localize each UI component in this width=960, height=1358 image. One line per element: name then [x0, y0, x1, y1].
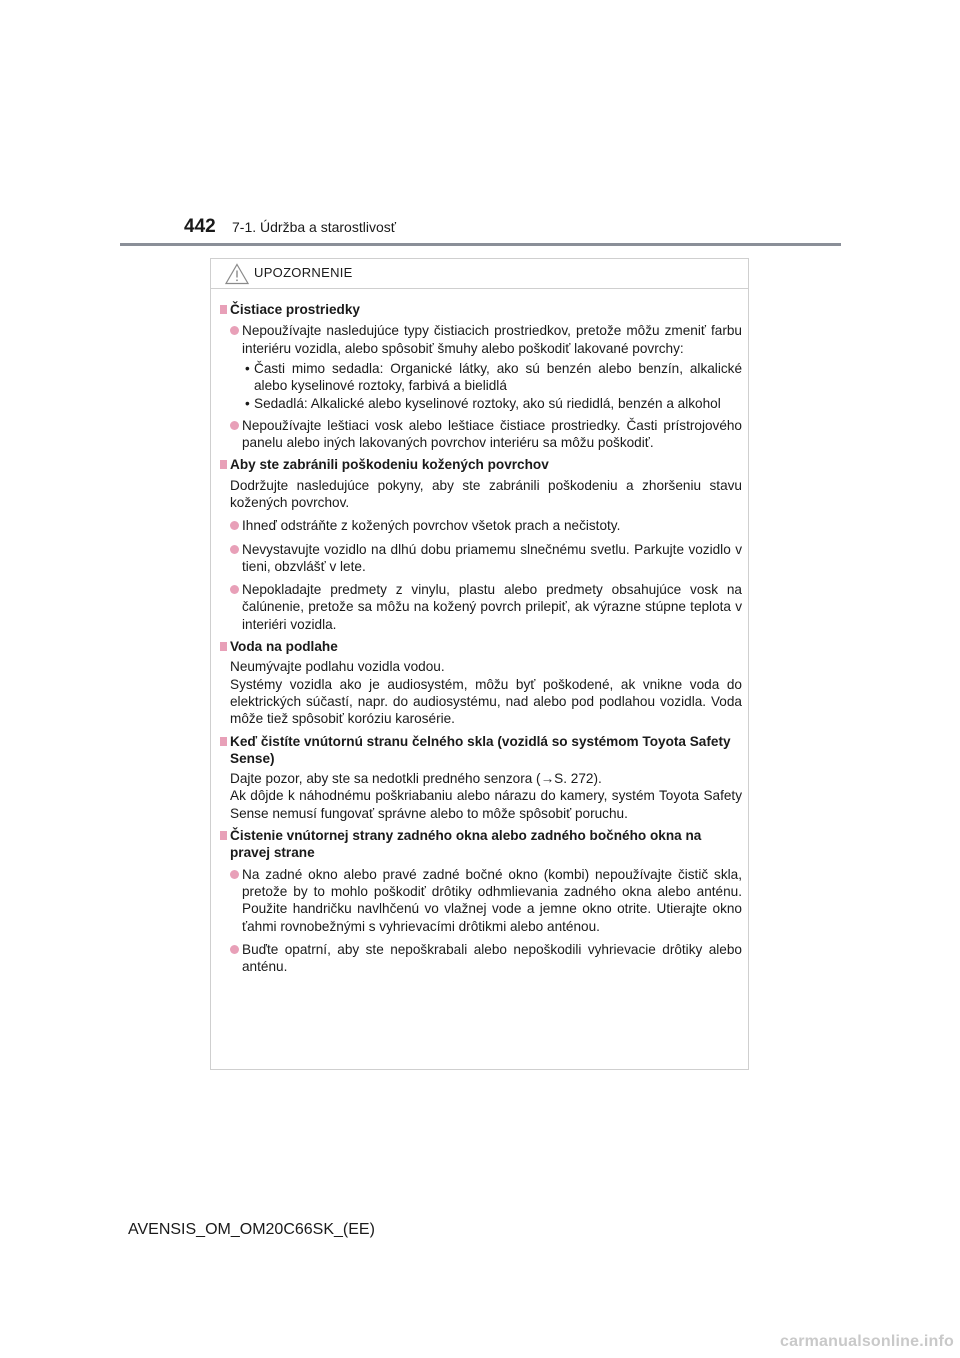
document-code: AVENSIS_OM_OM20C66SK_(EE)	[128, 1221, 375, 1238]
circle-bullet-icon	[230, 326, 239, 335]
square-bullet-icon	[220, 642, 227, 651]
sub-list-item: • Časti mimo sedadla: Organické látky, ako sú benzén alebo benzín, alkalické alebo kyselinové roztoky, farbivá a bielidlá	[245, 360, 742, 394]
list-item: Nevystavujte vozidlo na dlhú dobu priamemu slnečnému svetlu. Parkujte vozidlo v tieni, obzvlášť v lete.	[220, 541, 742, 576]
caution-header	[211, 259, 748, 289]
watermark: carmanualsonline.info	[780, 1333, 955, 1350]
section-heading: Čistiace prostriedky	[220, 301, 742, 318]
square-bullet-icon	[220, 831, 227, 840]
circle-bullet-icon	[230, 545, 239, 554]
paragraph: Dajte pozor, aby ste sa nedotkli predného senzora (→S. 272).	[230, 771, 602, 787]
small-bullet-icon: •	[245, 396, 250, 412]
circle-bullet-icon	[230, 585, 239, 594]
circle-bullet-icon	[230, 421, 239, 430]
list-item: Nepoužívajte nasledujúce typy čistiacich prostriedkov, pretože môžu zmeniť farbu interiéru vozidla, alebo spôsobiť šmuhy alebo poškodiť lakované povrchy:	[220, 322, 742, 357]
square-bullet-icon	[220, 737, 227, 746]
page-number: 442	[184, 216, 216, 237]
list-item: Nepoužívajte leštiaci vosk alebo leštiace čistiace prostriedky. Časti prístrojového panelu alebo iných lakovaných povrchov interiéru sa môžu poškodiť.	[220, 417, 742, 452]
list-item: Na zadné okno alebo pravé zadné bočné okno (kombi) nepoužívajte čistič skla, pretože by to mohlo poškodiť drôtiky odhmlievania zadného okna alebo anténu. Použite handričku navlhčenú vo vlažnej vode a jemne okno otrite. Utierajte okno ťahmi rovnobežnými s vyhrievacími drôtikmi alebo anténou.	[220, 866, 742, 935]
section-heading: Keď čistíte vnútornú stranu čelného skla (vozidlá so systémom Toyota Safety Sense)	[220, 733, 742, 768]
caution-label: UPOZORNENIE	[254, 265, 353, 280]
circle-bullet-icon	[230, 870, 239, 879]
square-bullet-icon	[220, 305, 227, 314]
square-bullet-icon	[220, 460, 227, 469]
circle-bullet-icon	[230, 521, 239, 530]
warning-triangle-icon	[225, 263, 249, 285]
section-heading: Aby ste zabránili poškodeniu kožených povrchov	[220, 456, 742, 473]
section-heading: Čistenie vnútornej strany zadného okna alebo zadného bočného okna na pravej strane	[220, 827, 742, 862]
list-item: Ihneď odstráňte z kožených povrchov všetok prach a nečistoty.	[220, 517, 742, 534]
section-heading: Voda na podlahe	[220, 638, 742, 655]
section-title: 7-1. Údržba a starostlivosť	[232, 219, 396, 235]
list-item: Nepokladajte predmety z vinylu, plastu alebo predmety obsahujúce vosk na čalúnenie, pretože sa môžu na kožený povrch prilepiť, ak výrazne stúpne teplota v interiéri vozidla.	[220, 581, 742, 633]
caution-content	[211, 289, 748, 975]
paragraph: Systémy vozidla ako je audiosystém, môžu byť poškodené, ak vnikne voda do elektrických súčastí, napr. do audiosystému, nad alebo pod podlahou vozidla. Voda môže tiež spôsobiť koróziu karosérie.	[230, 676, 742, 727]
paragraph: Dodržujte nasledujúce pokyny, aby ste zabránili poškodeniu a zhoršeniu stavu kožených povrchov.	[230, 477, 742, 510]
circle-bullet-icon	[230, 945, 239, 954]
caution-box	[210, 258, 749, 1070]
paragraph: Ak dôjde k náhodnému poškriabaniu alebo nárazu do kamery, systém Toyota Safety Sense nemusí fungovať správne alebo to môže spôsobiť poruchu.	[230, 788, 742, 821]
header-rule	[120, 243, 841, 246]
paragraph: Neumývajte podlahu vozidla vodou.	[230, 659, 445, 675]
list-item: Buďte opatrní, aby ste nepoškrabali alebo nepoškodili vyhrievacie drôtiky alebo anténu.	[220, 941, 742, 976]
small-bullet-icon: •	[245, 360, 250, 376]
sub-list-item: • Sedadlá: Alkalické alebo kyselinové roztoky, ako sú riedidlá, benzén a alkohol	[245, 396, 721, 412]
